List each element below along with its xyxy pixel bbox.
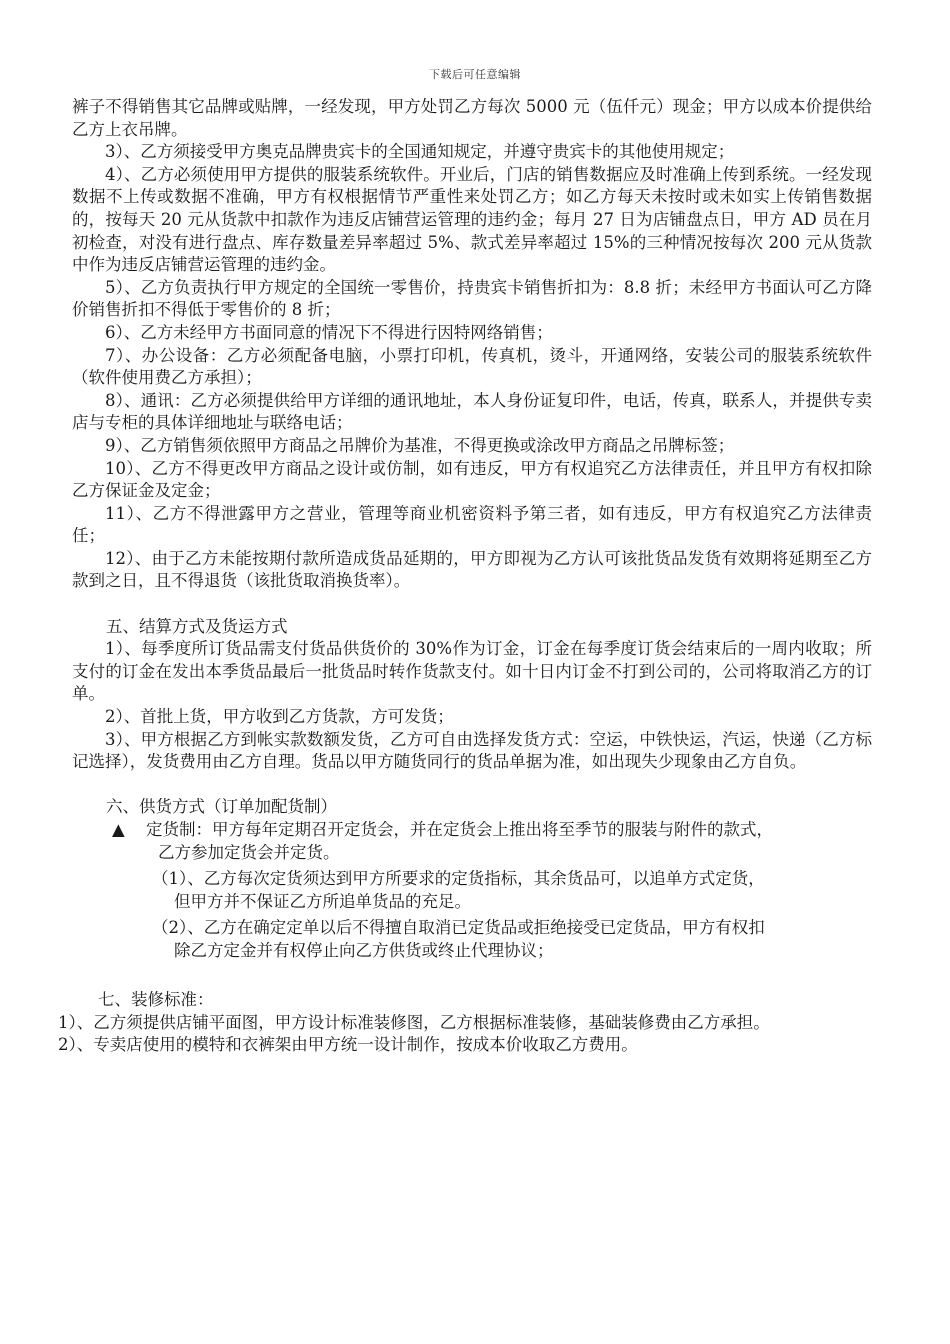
clause-8: 8）、通讯：乙方必须提供给甲方详细的通讯地址，本人身份证复印件，电话，传真，联系人，并提供专卖店与专柜的具体详细地址与联络电话； <box>72 390 872 433</box>
clause-3: 3）、乙方须接受甲方奥克品牌贵宾卡的全国通知规定，并遵守贵宾卡的其他使用规定； <box>105 142 735 162</box>
section-6-title: 六、供货方式（订单加配货制） <box>106 797 337 817</box>
clause-10: 10）、乙方不得更改甲方商品之设计或仿制，如有违反，甲方有权追究乙方法律责任，并且甲方有权扣除乙方保证金及定金； <box>72 458 872 501</box>
bullet-item <box>72 819 872 842</box>
spacer <box>72 593 872 616</box>
bullet-text-line-1: 定货制：甲方每年定期召开定货会，并在定货会上推出将至季节的服装与附件的款式， <box>146 820 773 839</box>
triangle-bullet-icon: ▲ <box>112 820 125 839</box>
document-body <box>58 96 872 1057</box>
section-7-item-1: 1）、乙方须提供店铺平面图，甲方设计标准装修图，乙方根据标准装修，基础装修费由乙方承担。 <box>58 1012 770 1032</box>
section-7-title: 七、装修标准： <box>98 990 214 1010</box>
bullet-text-line-2: 乙方参加定货会并定货。 <box>158 842 340 862</box>
section-5-item-2: 2）、首批上货，甲方收到乙方货款，方可发货； <box>105 707 454 727</box>
sub-item-2-line-2: 除乙方定金并有权停止向乙方供货或终止代理协议； <box>174 940 554 960</box>
clause-5: 5）、乙方负责执行甲方规定的全国统一零售价，持贵宾卡销售折扣为：8.8 折；未经甲方书面认可乙方降价销售折扣不得低于零售价的 8 折； <box>72 277 872 320</box>
spacer <box>72 774 872 797</box>
section-5-item-1: 1）、每季度所订货品需支付货品供货价的 30%作为订金，订金在每季度订货会结束后的一周内收取；所支付的订金在发出本季货品最后一批货品时转作货款支付。如十日内订金不打到公司的，公司将取消乙方的订单。 <box>72 639 872 704</box>
clause-11: 11）、乙方不得泄露甲方之营业，管理等商业机密资料予第三者，如有违反，甲方有权追究乙方法律责任； <box>72 503 872 546</box>
section-5-title: 五、结算方式及货运方式 <box>106 616 288 636</box>
sub-item-1 <box>72 868 872 913</box>
section-7-item-2: 2）、专卖店使用的模特和衣裤架由甲方统一设计制作，按成本价收取乙方费用。 <box>58 1035 638 1055</box>
clause-4: 4）、乙方必须使用甲方提供的服装系统软件。开业后，门店的销售数据应及时准确上传到系统。一经发现数据不上传或数据不准确，甲方有权根据情节严重性来处罚乙方；如乙方每天未按时或未如实上传销售数据的，按每天 20 元从货款中扣款作为违反店铺营运管理的违约金；每月 27 日为店铺盘点日，甲方 AD 员在月初检查，对没有进行盘点、库存数量差异率超过 5%、款式差异率超过 15%的三种情况按每次 200 元从货款中作为违反店铺营运管理的违约金。 <box>72 164 872 275</box>
section-5-item-3: 3）、甲方根据乙方到帐实款数额发货，乙方可自由选择发货方式：空运，中铁快运，汽运，快递（乙方标记选择），发货费用由乙方自理。货品以甲方随货同行的货品单据为准，如出现失少现象由乙方自负。 <box>72 729 872 772</box>
clause-9: 9）、乙方销售须依照甲方商品之吊牌价为基准，不得更换或涂改甲方商品之吊牌标签； <box>105 435 735 455</box>
clause-6: 6）、乙方未经甲方书面同意的情况下不得进行因特网络销售； <box>105 322 553 342</box>
sub-item-1-line-2: 但甲方并不保证乙方所追单货品的充足。 <box>174 891 471 911</box>
spacer <box>72 967 872 990</box>
sub-item-1-line-1: （1）、乙方每次定货须达到甲方所要求的定货指标，其余货品可，以追单方式定货， <box>152 869 765 889</box>
paragraph-brand-restriction: 裤子不得销售其它品牌或贴牌，一经发现，甲方处罚乙方每次 5000 元（伍仟元）现金；甲方以成本价提供给乙方上衣吊牌。 <box>72 97 872 139</box>
clause-12: 12）、由于乙方未能按期付款所造成货品延期的，甲方即视为乙方认可该批货品发货有效期将延期至乙方款到之日，且不得退货（该批货取消换货率）。 <box>72 548 872 591</box>
sub-item-2-line-1: （2）、乙方在确定定单以后不得擅自取消已定货品或拒绝接受已定货品，甲方有权扣 <box>152 918 765 938</box>
page-header: 下载后可任意编辑 <box>429 68 521 81</box>
sub-item-2 <box>72 917 872 962</box>
clause-7: 7）、办公设备：乙方必须配备电脑，小票打印机，传真机，烫斗，开通网络，安装公司的服装系统软件（软件使用费乙方承担）； <box>72 345 872 388</box>
